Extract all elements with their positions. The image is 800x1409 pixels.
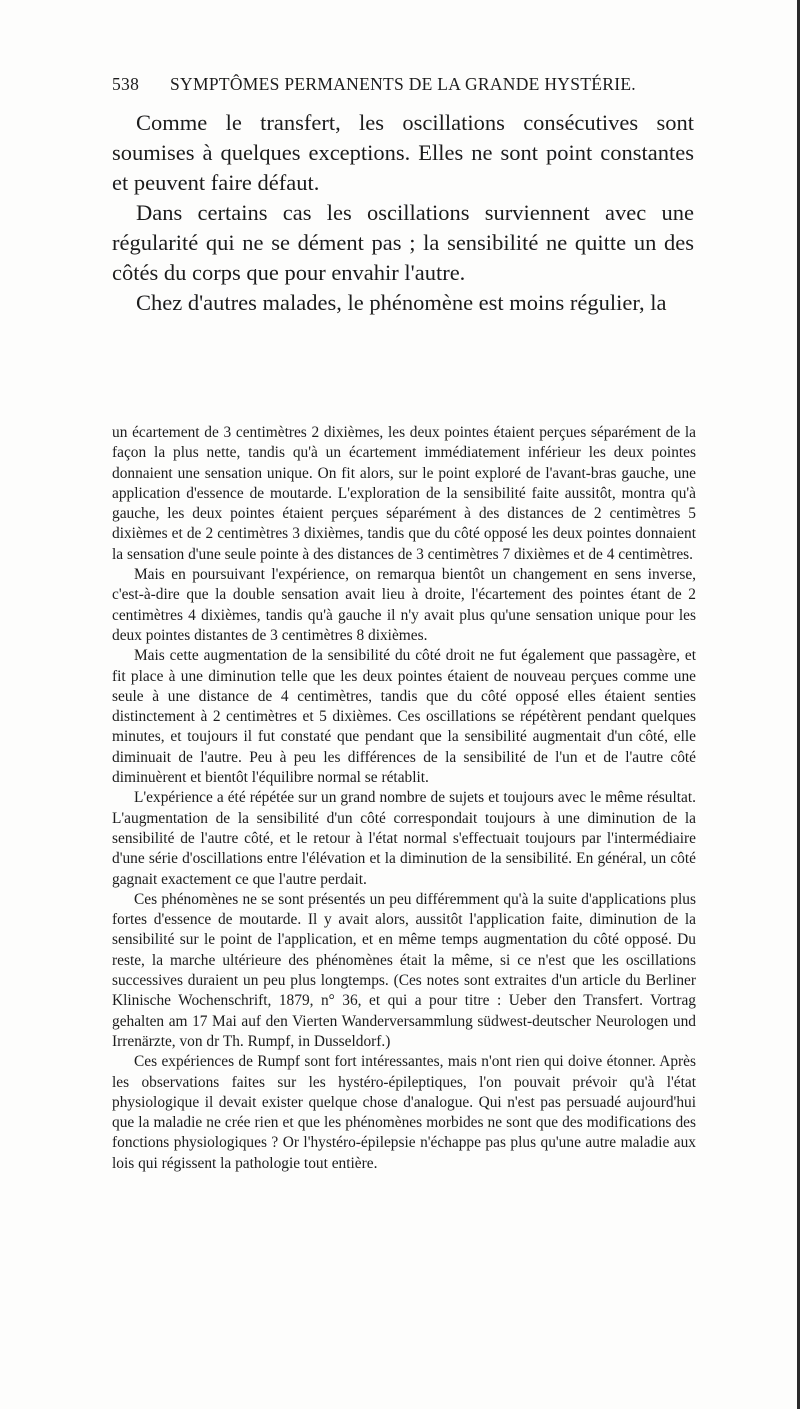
paragraph: Dans certains cas les oscillations surviennent avec une régularité qui ne se dément pas ; la sensibilité ne quitte un des côtés du corps que pour envahir l'autre. bbox=[112, 200, 694, 285]
paragraph: Chez d'autres malades, le phénomène est moins régulier, la bbox=[136, 290, 667, 315]
paragraph: Ces phénomènes ne se sont présentés un peu différemment qu'à la suite d'applications plus fortes d'essence de moutarde. Il y avait alors, aussitôt l'application faite, diminution de la sensibilité sur le point de l'application, et en même temps augmentation du côté opposé. Du reste, la marche ultérieure des phénomènes était la même, si ce n'est que les oscillations successives duraient un peu plus longtemps. (Ces notes sont extraites d'un article du Berliner Klinische Wochenschrift, 1879, n° 36, et qui a pour titre : Ueber den Transfert. Vortrag gehalten am 17 Mai auf den Vierten Wanderversammlung südwest-deutscher Neurologen und Irrenärzte, von dr Th. Rumpf, in Dusseldorf.) bbox=[112, 890, 696, 1050]
paragraph: un écartement de 3 centimètres 2 dixièmes, les deux pointes étaient perçues séparément de la façon la plus nette, tandis qu'à un écartement immédiatement inférieur les deux pointes donnaient une sensation unique. On fit alors, sur le point exploré de l'avant-bras gauche, une application d'essence de moutarde. L'exploration de la sensibilité faite aussitôt, montra qu'à gauche, les deux pointes étaient perçues séparément à des distances de 2 centimètres 5 dixièmes et de 2 centimètres 3 dixièmes, tandis que du côté opposé les deux pointes donnaient la sensation d'une seule pointe à des distances de 3 centimètres 7 dixièmes et de 4 centimètres. bbox=[112, 424, 696, 563]
running-head bbox=[112, 74, 688, 100]
running-head-title: SYMPTÔMES PERMANENTS DE LA GRANDE HYSTÉRIE. bbox=[170, 74, 636, 94]
paragraph: Comme le transfert, les oscillations consécutives sont soumises à quelques exceptions. Elles ne sont point constantes et peuvent faire défaut. bbox=[112, 110, 694, 195]
paragraph: Mais en poursuivant l'expérience, on remarqua bientôt un changement en sens inverse, c'est-à-dire que la double sensation avait lieu à droite, l'écartement des pointes étant de 2 centimètres 4 dixièmes, tandis qu'à gauche il n'y avait plus qu'une sensation unique pour les deux pointes distantes de 3 centimètres 8 dixièmes. bbox=[112, 566, 696, 644]
paragraph: Mais cette augmentation de la sensibilité du côté droit ne fut également que passagère, et fit place à une diminution telle que les deux pointes étaient de nouveau perçues comme une seule à une distance de 4 centimètres, tandis que du côté opposé elles étaient senties distinctement à 2 centimètres et 5 dixièmes. Ces oscillations se répétèrent pendant quelques minutes, et toujours il fut constaté que pendant que la sensibilité augmentait d'un côté, elle diminuait de l'autre. Peu à peu les différences de la sensibilité de l'un et de l'autre côté diminuèrent et bientôt l'équilibre normal se rétablit. bbox=[112, 647, 696, 787]
main-text-small bbox=[112, 423, 696, 1174]
paragraph: Ces expériences de Rumpf sont fort intéressantes, mais n'ont rien qui doive étonner. Après les observations faites sur les hystéro-épileptiques, l'on pouvait prévoir qu'à l'état physiologique il devait exister quelque chose d'analogue. Qui n'est pas persuadé aujourd'hui que la maladie ne crée rien et que les phénomènes morbides ne sont que des modifications des fonctions physiologiques ? Or l'hystéro-épilepsie n'échappe pas plus qu'une autre maladie aux lois qui régissent la pathologie tout entière. bbox=[112, 1053, 696, 1172]
page-number: 538 bbox=[112, 74, 140, 94]
main-text-large bbox=[112, 108, 694, 318]
paragraph: L'expérience a été répétée sur un grand nombre de sujets et toujours avec le même résultat. L'augmentation de la sensibilité d'un côté correspondait toujours à une diminution de la sensibilité de l'autre côté, et le retour à l'état normal s'effectuait toujours par l'intermédiaire d'une série d'oscillations entre l'élévation et la diminution de la sensibilité. En général, un côté gagnait exactement ce que l'autre perdait. bbox=[112, 789, 696, 888]
